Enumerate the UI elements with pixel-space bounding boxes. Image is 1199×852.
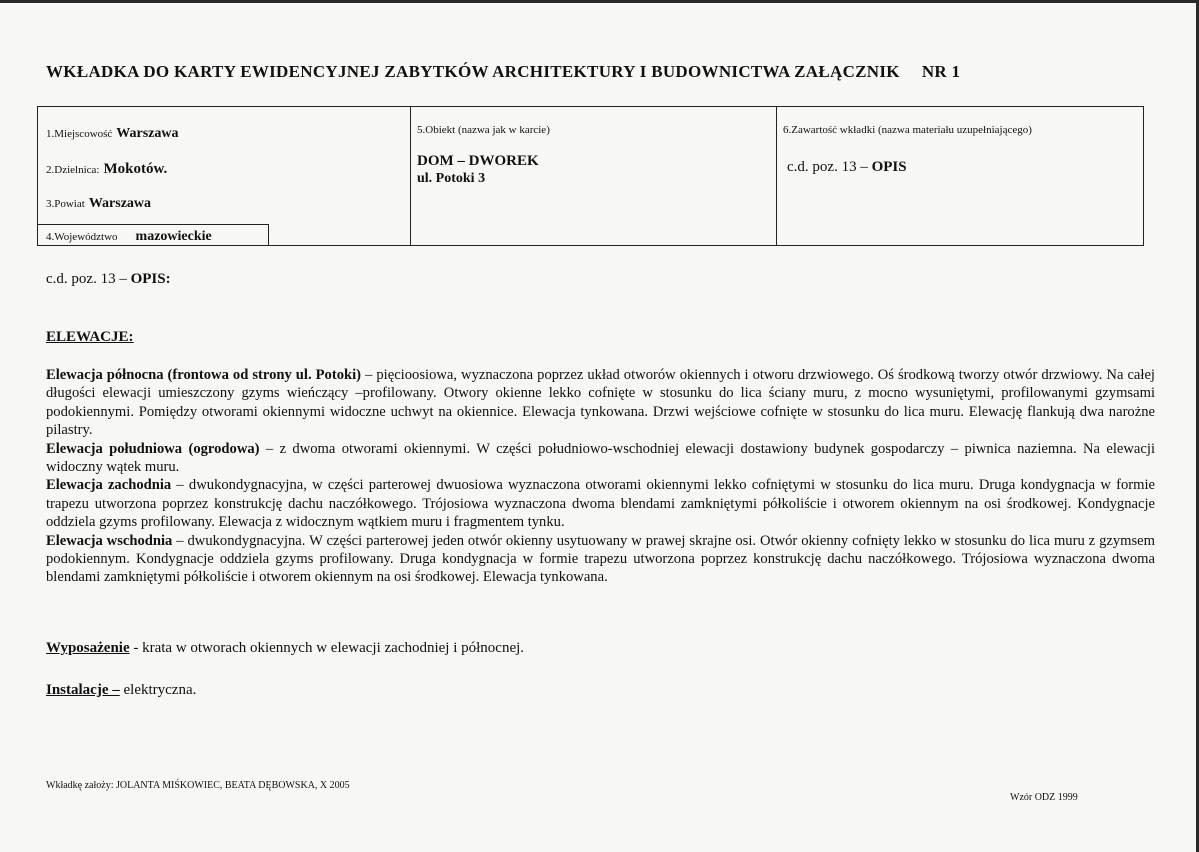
miejscowosc-value: Warszawa xyxy=(116,126,179,141)
elevations-description xyxy=(46,366,1155,587)
installations-line xyxy=(46,682,196,699)
installations-text: elektryczna. xyxy=(123,682,197,698)
powiat-label: 3.Powiat xyxy=(46,198,85,210)
elevation-heading: Elewacja wschodnia xyxy=(46,532,173,549)
equipment-label: Wyposażenie xyxy=(46,640,130,656)
wojewodztwo-row xyxy=(46,227,212,245)
elevation-paragraph xyxy=(46,532,1155,587)
elevation-heading: Elewacja zachodnia xyxy=(46,477,172,494)
elevation-heading: Elewacja północna (frontowa od strony ul. Potoki) xyxy=(46,367,362,383)
title-number: NR 1 xyxy=(921,62,961,81)
footer-form: Wzór ODZ 1999 xyxy=(1010,792,1078,803)
dzielnica-value: Mokotów. xyxy=(103,161,168,177)
wojewodztwo-label: 4.Województwo xyxy=(46,231,118,243)
object-cell xyxy=(411,107,777,245)
info-table xyxy=(37,106,1144,246)
elevation-text: – z dwoma otworami okiennymi. W części południowo-wschodniej elewacji dostawiony budynek gospodarczy – piwnica naziemna. Na elewacji widoczny wątek muru. xyxy=(46,440,1155,476)
continuation-prefix: c.d. poz. 13 – xyxy=(46,271,127,287)
title-text: WKŁADKA DO KARTY EWIDENCYJNEJ ZABYTKÓW ARCHITEKTURY I BUDOWNICTWA ZAŁĄCZNIK xyxy=(46,62,900,81)
footer-author: Wkładkę założy: JOLANTA MIŚKOWIEC, BEATA DĘBOWSKA, X 2005 xyxy=(46,780,350,791)
continuation-value: OPIS: xyxy=(130,271,171,287)
elevation-paragraph xyxy=(46,476,1155,531)
dzielnica-label: 2.Dzielnica: xyxy=(46,164,100,176)
equipment-line xyxy=(46,640,524,657)
miejscowosc-row xyxy=(46,124,179,142)
elevation-text: – dwukondygnacyjna, w części parterowej dwuosiowa wyznaczona otworami okiennymi lekko cofniętymi w stosunku do lica muru. Druga kondygnacja w formie trapezu utworzona poprzez konstrukcję dachu naczółkowego. Trójosiowa wyznaczona dwoma blendami zamkniętymi półkoliście i otworem okiennym na osi środkowej. Kondygnacje oddziela gzyms profilowany. Elewacja z widocznym wątkiem muru i fragmentem tynku. xyxy=(46,477,1155,531)
powiat-row xyxy=(46,194,151,212)
document-title xyxy=(46,62,1166,82)
location-cell xyxy=(38,107,411,245)
contents-value-line xyxy=(787,159,907,176)
object-name-block xyxy=(417,153,539,187)
scan-edge-top xyxy=(0,0,1199,3)
installations-label: Instalacje – xyxy=(46,682,120,698)
powiat-value: Warszawa xyxy=(88,196,152,211)
section-title: ELEWACJE: xyxy=(46,329,134,345)
elevation-text: – dwukondygnacyjna. W części parterowej jeden otwór okienny usytuowany w prawej skrajne osi. Otwór okienny cofnięty lekko w stosunku do lica muru z gzymsem podokiennym. Kondygnacje oddziela gzyms profilowany. Druga kondygnacja w formie trapezu utworzona poprzez konstrukcję dachu naczółkowego. Trójosiowa wyznaczona dwoma blendami zamkniętymi półkoliście i otworem okiennym na osi środkowej. Elewacja tynkowana. xyxy=(46,532,1155,586)
elevation-heading: Elewacja południowa (ogrodowa) xyxy=(46,440,260,457)
contents-label: 6.Zawartość wkładki (nazwa materiału uzupełniającego) xyxy=(783,124,1032,136)
elevation-text: – pięcioosiowa, wyznaczona poprzez układ otworów okiennych i otworu drzwiowego. Oś środkową tworzy otwór drzwiowy. Na całej długości elewacji umieszczony gzyms wieńczący –profilowany. Otwory okienne lekko cofnięte w stosunku do lica ściany muru, z mocno wysuniętymi, profilowanymi gzymsami podokiennymi. Pomiędzy otworami okiennymi widoczne uchwyt na okiennice. Elewacja tynkowana. Drzwi wejściowe cofnięte w stosunku do lica muru. Elewację flankują dwa narożne pilastry. xyxy=(46,367,1155,439)
dzielnica-row xyxy=(46,160,167,178)
wojewodztwo-value: mazowieckie xyxy=(135,229,212,244)
equipment-text: - krata w otworach okiennych w elewacji zachodniej i północnej. xyxy=(133,640,525,656)
elevation-paragraph xyxy=(46,440,1155,477)
object-label: 5.Obiekt (nazwa jak w karcie) xyxy=(417,124,550,136)
continuation-line xyxy=(46,271,171,288)
contents-cell xyxy=(777,107,1143,245)
object-name: DOM – DWOREK xyxy=(417,153,539,169)
object-address: ul. Potoki 3 xyxy=(417,171,486,186)
elevation-paragraph xyxy=(46,366,1155,440)
contents-value: OPIS xyxy=(871,159,907,175)
miejscowosc-label: 1.Miejscowość xyxy=(46,128,113,140)
contents-prefix: c.d. poz. 13 – xyxy=(787,159,868,175)
